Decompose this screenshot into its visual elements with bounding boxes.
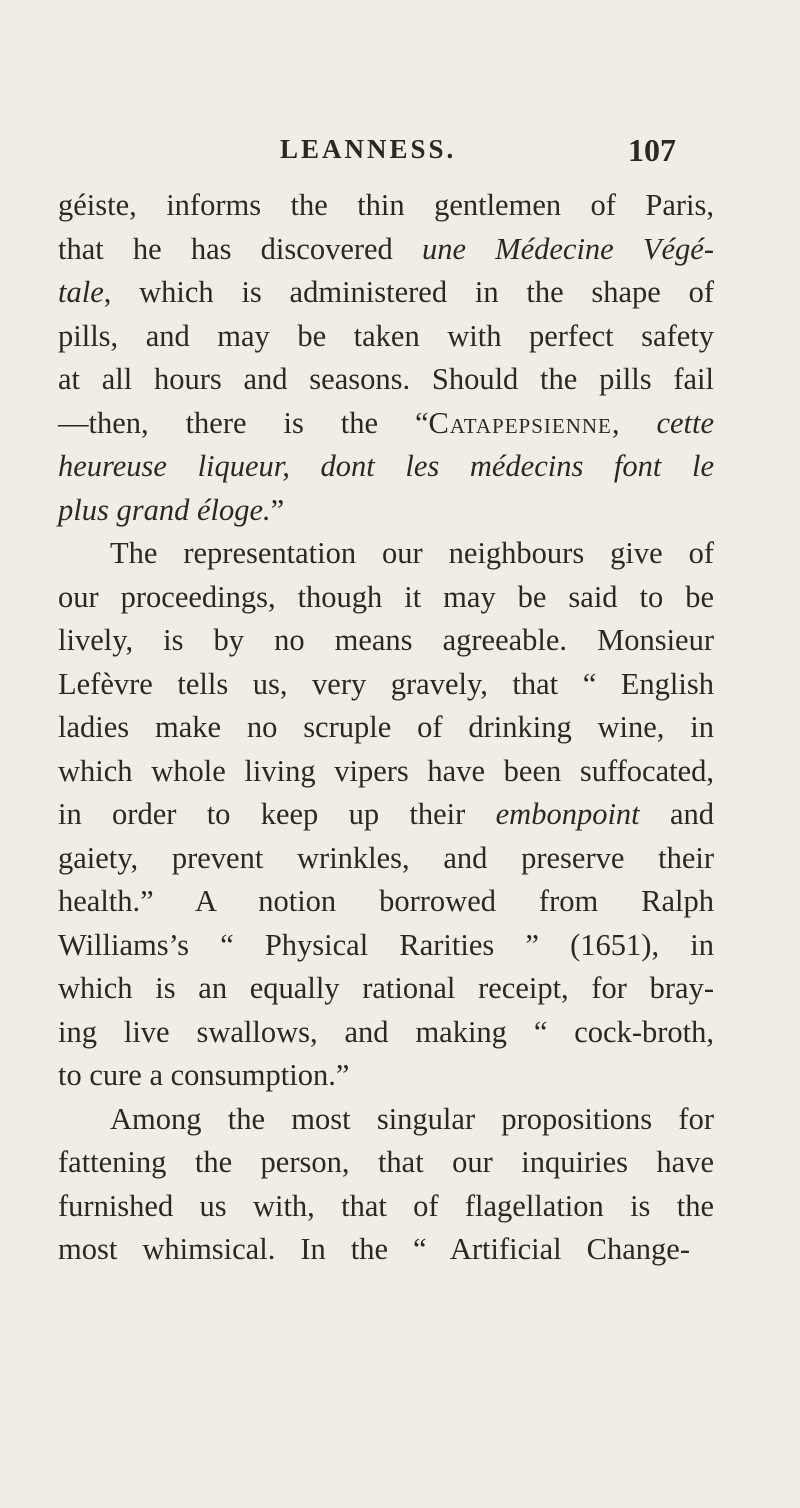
- paragraph-start: [58, 1098, 714, 1142]
- text-run: at all hours and seasons. Should the pills fail: [58, 362, 714, 396]
- italic-phrase: cette: [656, 405, 715, 440]
- text-run: The representation our neighbours give of: [110, 536, 714, 570]
- text-run: Lefèvre tells us, very gravely, that “ English: [58, 666, 714, 701]
- text-line: [58, 489, 714, 533]
- text-line: [58, 1054, 714, 1098]
- italic-phrase: plus grand éloge.: [58, 492, 271, 527]
- text-run: gaiety, prevent wrinkles, and preserve their: [58, 840, 714, 875]
- page-number: 107: [628, 132, 676, 168]
- text-run: fattening the person, that our inquiries have: [58, 1145, 714, 1179]
- page-header: [0, 132, 800, 172]
- italic-phrase: une Médecine Végé-: [421, 231, 714, 266]
- text-run: —then, there is the “: [58, 405, 429, 440]
- text-line: [58, 619, 714, 663]
- text-run: in order to keep up their: [58, 797, 496, 831]
- text-run: pills, and may be taken with perfect safety: [58, 318, 714, 353]
- text-run: ”: [270, 492, 285, 527]
- text-run: géiste, informs the thin gentlemen of Paris,: [58, 188, 714, 222]
- text-run: Williams’s “ Physical Rarities ” (1651), in: [58, 927, 714, 962]
- text-line: [58, 445, 714, 489]
- small-caps-phrase: Catapepsienne: [428, 405, 612, 440]
- text-run: and: [639, 797, 715, 831]
- text-line: [58, 880, 714, 924]
- text-run: ladies make no scruple of drinking wine, in: [58, 710, 714, 744]
- text-line: [58, 1228, 690, 1272]
- text-line: [58, 358, 714, 402]
- text-line: [58, 706, 714, 750]
- running-head: LEANNESS.: [280, 134, 457, 164]
- text-run: which whole living vipers have been suffocated,: [58, 753, 714, 788]
- body-text: [58, 184, 714, 1272]
- italic-phrase: heureuse liqueur, dont les médecins font le: [58, 449, 714, 483]
- italic-phrase: embonpoint: [495, 797, 640, 831]
- text-run: which is an equally rational receipt, for bray-: [58, 971, 714, 1005]
- text-run: lively, is by no means agreeable. Monsieur: [58, 623, 714, 657]
- text-run: ,: [611, 405, 657, 440]
- text-line: [58, 315, 714, 359]
- text-line: [58, 750, 714, 794]
- text-line: [58, 793, 714, 837]
- text-line: [58, 184, 714, 228]
- text-run: health.” A notion borrowed from Ralph: [58, 884, 714, 918]
- text-line: [58, 924, 714, 968]
- text-line: [58, 271, 714, 315]
- text-run: furnished us with, that of flagellation is the: [58, 1188, 714, 1223]
- text-line: [58, 402, 714, 446]
- text-line: [58, 1141, 714, 1185]
- text-run: to cure a consumption.”: [58, 1058, 350, 1092]
- text-line: [58, 837, 714, 881]
- text-line: [58, 1011, 714, 1055]
- italic-phrase: tale: [58, 275, 104, 309]
- text-line: [58, 967, 714, 1011]
- text-run: ing live swallows, and making “ cock-broth,: [58, 1014, 714, 1049]
- text-line: [58, 663, 714, 707]
- text-line: [58, 1185, 714, 1229]
- text-run: our proceedings, though it may be said to be: [58, 579, 714, 614]
- text-line: [58, 576, 714, 620]
- text-run: that he has discovered: [58, 231, 422, 266]
- text-run: , which is administered in the shape of: [103, 275, 714, 309]
- paragraph-start: [58, 532, 714, 576]
- text-run: Among the most singular propositions for: [110, 1101, 714, 1136]
- text-line: [58, 228, 714, 272]
- text-run: most whimsical. In the “ Artificial Change-: [58, 1232, 690, 1266]
